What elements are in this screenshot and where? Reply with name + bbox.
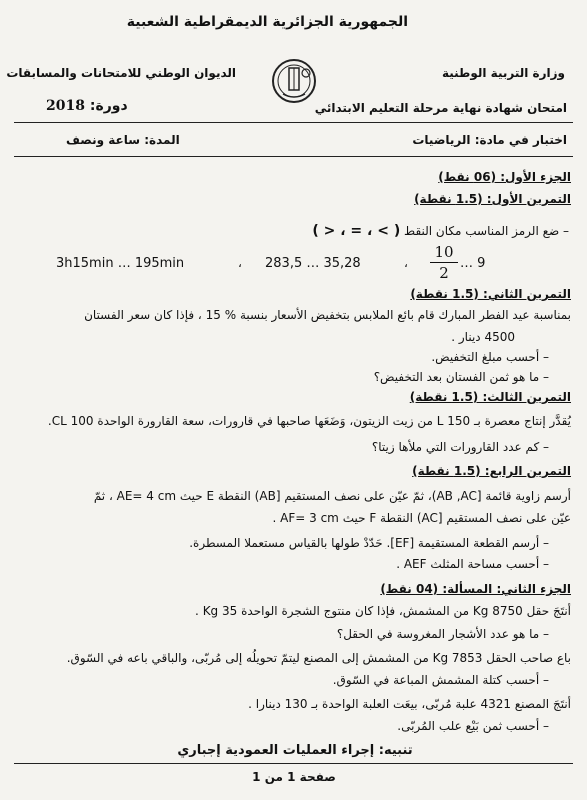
ex4-question1: – أرسم القطعة المستقيمة [EF]. حَدّدْ طولها بالقياس مستعملا المسطرة. bbox=[189, 536, 549, 550]
ex1-time-compare: 3h15min … 195min bbox=[56, 256, 185, 271]
ex2-line1: بمناسبة عيد الفطر المبارك قام بائع الملابس بتخفيض الأسعار بنسبة % 15 ، فإذا كان سعر الفستان bbox=[84, 308, 571, 322]
republic-title: الجمهورية الجزائرية الديمقراطية الشعبية bbox=[126, 14, 408, 30]
fraction-numerator: 10 bbox=[434, 243, 454, 261]
header-divider bbox=[14, 122, 573, 123]
comma-2: ، bbox=[238, 256, 242, 270]
subject-label: اختبار في مادة: الرياضيات bbox=[412, 133, 567, 147]
ex4-title: التمرين الرابع: (1.5 نقطة) bbox=[412, 464, 571, 478]
part2-question1: – ما هو عدد الأشجار المغروسة في الحقل؟ bbox=[336, 627, 549, 641]
session-year: 2018 bbox=[46, 98, 85, 114]
part2-line2: باع صاحب الحقل 7853 Kg من المشمش إلى المصنع ليتمّ تحويلُه إلى مُربّى، والباقي باعه في السّوق. bbox=[66, 651, 571, 665]
ministry-label: وزارة التربية الوطنية bbox=[441, 66, 565, 80]
ex4-question2: – أحسب مساحة المثلث AEF . bbox=[396, 557, 549, 571]
ex2-question1: – أحسب مبلغ التخفيض. bbox=[431, 350, 549, 364]
footer-divider bbox=[14, 763, 573, 764]
page-number: صفحة 1 من 1 bbox=[252, 770, 336, 784]
subject-divider bbox=[14, 156, 573, 157]
part1-title: الجزء الأول: (06 نقط) bbox=[438, 170, 571, 184]
ex3-title: التمرين الثالث: (1.5 نقطة) bbox=[409, 390, 571, 404]
ex3-line1: يُقدَّر إنتاج معصرة بـ 150 L من زيت الزيتون، وَضَعَها صاحبها في قارورات، سعة القارورة الواحدة 100 CL. bbox=[47, 414, 571, 428]
office-label: الديوان الوطني للامتحانات والمسابقات bbox=[6, 66, 236, 80]
ex1-title: التمرين الأول: (1.5 نقطة) bbox=[414, 192, 571, 206]
part2-line3: أنتَجَ المصنع 4321 علبة مُربّى، بيعَت العلبة الواحدة بـ 130 دينارا . bbox=[248, 697, 571, 711]
part2-title: الجزء الثاني: المسألة: (04 نقط) bbox=[380, 582, 571, 596]
notice-text: تنبيه: إجراء العمليات العمودية إجباري bbox=[177, 743, 413, 758]
ex1-symbols: ( > ، = ، < ) bbox=[312, 223, 401, 239]
part2-line1: أنتَجَ حقل 8750 Kg من المشمش، فإذا كان منتوج الشجرة الواحدة 35 Kg . bbox=[195, 604, 571, 618]
fraction-bar bbox=[430, 262, 458, 263]
ex1-fraction bbox=[426, 243, 462, 282]
session-info bbox=[46, 98, 128, 114]
part2-question3: – أحسب ثمن بَيْع علب المُربّى. bbox=[397, 719, 549, 733]
ex2-line2: 4500 دينار . bbox=[451, 330, 515, 344]
exam-title: امتحان شهادة نهاية مرحلة التعليم الابتدائي bbox=[314, 101, 567, 115]
ex1-instruction bbox=[312, 223, 569, 239]
ex4-line1: أرسم زاوية قائمة [AB ,AC)، ثمّ عيّن على نصف المستقيم [AB) النقطة E حيث AE= 4 cm ، ثمّ bbox=[93, 489, 571, 503]
ex3-question1: – كم عدد القارورات التي ملأها زيتا؟ bbox=[371, 440, 549, 454]
duration-label: المدة: ساعة ونصف bbox=[66, 133, 180, 147]
ex4-line2: عيّن على نصف المستقيم [AC) النقطة F حيث AF= 3 cm . bbox=[272, 511, 571, 525]
ministry-logo-icon bbox=[271, 58, 317, 104]
part2-question2: – أحسب كتلة المشمش المباعة في السّوق. bbox=[332, 673, 549, 687]
session-label: دورة: bbox=[89, 98, 128, 114]
comma-1: ، bbox=[404, 256, 408, 270]
ex1-fraction-rest: … 9 bbox=[460, 256, 486, 271]
ex2-question2: – ما هو ثمن الفستان بعد التخفيض؟ bbox=[373, 370, 549, 384]
ex1-decimal-compare: 283,5 … 35,28 bbox=[265, 256, 361, 271]
ex1-instruction-text: – ضع الرمز المناسب مكان النقط bbox=[404, 224, 569, 238]
ex2-title: التمرين الثاني: (1.5 نقطة) bbox=[410, 287, 571, 301]
fraction-denominator: 2 bbox=[439, 264, 449, 282]
